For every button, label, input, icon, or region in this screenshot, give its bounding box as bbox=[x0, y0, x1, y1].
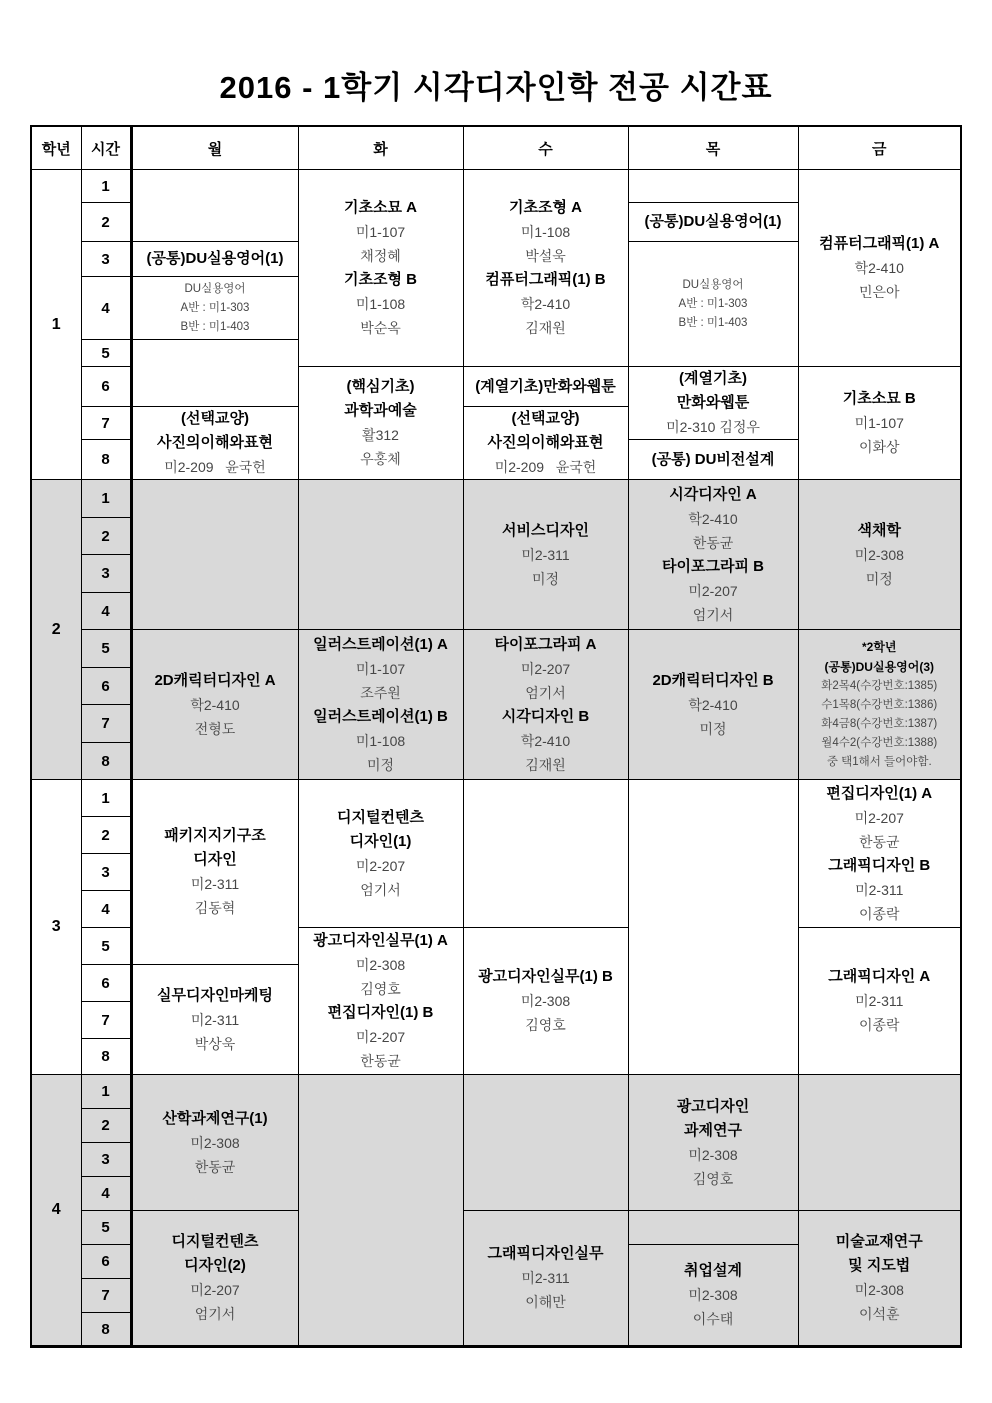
period-cell: 5 bbox=[81, 630, 131, 668]
col-header-wed: 수 bbox=[463, 126, 628, 170]
period-cell: 1 bbox=[81, 170, 131, 203]
text-line: 미정 bbox=[366, 756, 395, 773]
text-line: 학2-410 bbox=[688, 510, 738, 527]
text-line: 미1-107 bbox=[854, 415, 904, 431]
text-line: 미1-108 bbox=[355, 732, 406, 749]
text-line: 취업설계 bbox=[684, 1262, 742, 1279]
class-cell bbox=[463, 367, 628, 407]
class-cell bbox=[628, 1245, 798, 1347]
text-line: 미2-311 bbox=[190, 1011, 240, 1028]
period-cell: 5 bbox=[81, 928, 131, 965]
text-line: 월4수2(수강번호:1388) bbox=[821, 737, 938, 749]
period-cell: 6 bbox=[81, 367, 131, 407]
page-title: 2016 - 1학기 시각디자인학 전공 시간표 bbox=[219, 70, 773, 105]
text-line: 2D캐릭터디자인 A bbox=[154, 671, 276, 689]
text-line: 미2-308 bbox=[688, 1146, 738, 1163]
text-line: (공통)DU실용영어(1) bbox=[644, 213, 782, 230]
period-cell: 4 bbox=[81, 891, 131, 928]
text-line: 엄기서 bbox=[360, 881, 401, 898]
text-line: 민은아 bbox=[858, 284, 900, 300]
period-cell: 1 bbox=[81, 780, 131, 817]
text-line: 기초소묘 B bbox=[842, 390, 916, 407]
text-line: 과학과예술 bbox=[344, 402, 417, 419]
class-cell bbox=[628, 242, 798, 367]
text-line: 디자인(1) bbox=[349, 832, 412, 850]
text-line: 사진의이해와표현 bbox=[487, 434, 604, 451]
grade-cell: 4 bbox=[31, 1075, 81, 1347]
grade-cell: 1 bbox=[31, 170, 81, 480]
text-line: 그래픽디자인실무 bbox=[487, 1245, 604, 1262]
timetable-row bbox=[31, 780, 961, 817]
period-cell: 2 bbox=[81, 518, 131, 555]
class-cell bbox=[628, 203, 798, 242]
text-line: 한동균 bbox=[360, 1053, 401, 1069]
text-line: 2D캐릭터디자인 B bbox=[652, 671, 774, 689]
class-cell bbox=[628, 367, 798, 440]
class-cell bbox=[798, 1211, 961, 1347]
text-line: 미2-207 bbox=[355, 857, 406, 874]
text-line: 미2-310 김정우 bbox=[666, 419, 760, 435]
text-line: DU실용영어 bbox=[184, 282, 246, 295]
class-cell bbox=[298, 630, 463, 780]
class-cell bbox=[798, 630, 961, 780]
empty-cell bbox=[463, 780, 628, 928]
text-line: 미2-207 bbox=[688, 582, 738, 599]
col-header-tue: 화 bbox=[298, 126, 463, 170]
text-line: 컴퓨터그래픽(1) A bbox=[819, 235, 940, 252]
text-line: 미2-308 bbox=[190, 1134, 240, 1151]
text-line: 한동균 bbox=[858, 833, 900, 850]
text-line: 미2-308 bbox=[854, 1282, 904, 1298]
text-line: 기초조형 B bbox=[344, 271, 417, 288]
text-line: 이종락 bbox=[858, 1017, 900, 1033]
period-cell: 3 bbox=[81, 1143, 131, 1177]
class-cell bbox=[131, 1211, 298, 1347]
text-line: 미2-311 bbox=[521, 546, 570, 563]
period-cell: 8 bbox=[81, 440, 131, 480]
text-line: 일러스트레이션(1) B bbox=[313, 707, 448, 725]
class-cell bbox=[298, 780, 463, 928]
text-line: DU실용영어 bbox=[682, 278, 744, 291]
text-line: 디자인 bbox=[193, 851, 237, 868]
text-line: 이수태 bbox=[692, 1311, 734, 1327]
text-line: 그래픽디자인 A bbox=[828, 968, 931, 985]
text-line: (공통) DU비전설계 bbox=[651, 450, 775, 468]
text-line: 미2-209 윤국헌 bbox=[494, 459, 597, 475]
empty-cell bbox=[628, 1211, 798, 1245]
empty-cell bbox=[463, 1075, 628, 1211]
class-cell bbox=[131, 242, 298, 277]
text-line: 전형도 bbox=[194, 720, 236, 737]
class-cell bbox=[463, 928, 628, 1075]
text-line: 미2-207 bbox=[355, 1029, 406, 1045]
text-line: 그래픽디자인 B bbox=[828, 856, 931, 874]
text-line: 미2-311 bbox=[190, 876, 240, 892]
col-header-grade: 학년 bbox=[31, 126, 81, 170]
text-line: 중 택1해서 들어야함. bbox=[826, 756, 932, 768]
text-line: 및 지도법 bbox=[848, 1257, 911, 1274]
class-cell bbox=[628, 440, 798, 480]
text-line: 실무디자인마케팅 bbox=[157, 986, 273, 1004]
text-line: 이석훈 bbox=[858, 1306, 900, 1322]
class-cell bbox=[298, 367, 463, 480]
period-cell: 2 bbox=[81, 817, 131, 854]
text-line: 미2-311 bbox=[855, 993, 904, 1009]
text-line: 이화상 bbox=[858, 439, 900, 455]
col-header-fri: 금 bbox=[798, 126, 961, 170]
period-cell: 7 bbox=[81, 407, 131, 440]
class-cell bbox=[131, 1075, 298, 1211]
period-cell: 4 bbox=[81, 593, 131, 630]
text-line: 미술교재연구 bbox=[835, 1233, 923, 1250]
class-cell bbox=[798, 367, 961, 480]
text-line: 김영호 bbox=[360, 981, 401, 997]
text-line: 학2-410 bbox=[520, 732, 571, 749]
text-line: 미2-308 bbox=[520, 993, 571, 1009]
text-line: 광고디자인 bbox=[676, 1097, 750, 1115]
text-line: 김동혁 bbox=[194, 900, 236, 916]
class-cell bbox=[131, 965, 298, 1075]
text-line: 미1-107 bbox=[355, 660, 406, 677]
empty-cell bbox=[131, 340, 298, 407]
text-line: 과제연구 bbox=[684, 1121, 742, 1139]
text-line: 시각디자인 A bbox=[669, 485, 757, 503]
text-line: 기초소묘 A bbox=[344, 199, 417, 216]
period-cell: 8 bbox=[81, 1313, 131, 1347]
text-line: 수1목8(수강번호:1386) bbox=[821, 699, 938, 711]
text-line: (계열기초)만화와웹툰 bbox=[475, 377, 616, 395]
class-cell bbox=[463, 170, 628, 367]
class-cell bbox=[798, 780, 961, 928]
text-line: 김영호 bbox=[692, 1170, 734, 1187]
text-line: 타이포그라피 B bbox=[662, 557, 764, 575]
period-cell: 2 bbox=[81, 1109, 131, 1143]
text-line: 기초조형 A bbox=[509, 199, 582, 216]
period-cell: 3 bbox=[81, 242, 131, 277]
period-cell: 3 bbox=[81, 854, 131, 891]
text-line: 화2목4(수강번호:1385) bbox=[821, 680, 938, 692]
timetable-row bbox=[31, 170, 961, 203]
text-line: 김영호 bbox=[525, 1017, 566, 1033]
class-cell bbox=[798, 480, 961, 630]
class-cell bbox=[798, 170, 961, 367]
period-cell: 1 bbox=[81, 1075, 131, 1109]
text-line: A반 : 미1-303 bbox=[678, 297, 748, 310]
text-line: B반 : 미1-403 bbox=[180, 320, 250, 333]
period-cell: 2 bbox=[81, 203, 131, 242]
class-cell bbox=[628, 480, 798, 630]
text-line: B반 : 미1-403 bbox=[678, 316, 748, 329]
period-cell: 7 bbox=[81, 705, 131, 743]
text-line: 만화와웹툰 bbox=[676, 394, 750, 411]
class-cell bbox=[131, 277, 298, 340]
text-line: 한동균 bbox=[692, 534, 734, 551]
empty-cell bbox=[298, 1075, 463, 1347]
grade-cell: 3 bbox=[31, 780, 81, 1075]
text-line: (계열기초) bbox=[679, 370, 747, 387]
period-cell: 3 bbox=[81, 555, 131, 593]
text-line: (공통)DU실용영어(3) bbox=[824, 660, 935, 674]
class-cell bbox=[628, 630, 798, 780]
period-cell: 4 bbox=[81, 277, 131, 340]
period-cell: 1 bbox=[81, 480, 131, 518]
text-line: A반 : 미1-303 bbox=[180, 301, 250, 314]
text-line: 미2-311 bbox=[855, 881, 904, 898]
text-line: 사진의이해와표현 bbox=[157, 434, 273, 451]
empty-cell bbox=[298, 480, 463, 630]
text-line: 일러스트레이션(1) A bbox=[313, 635, 448, 653]
timetable-row bbox=[31, 1211, 961, 1245]
text-line: 색채학 bbox=[857, 521, 901, 539]
text-line: 엄기서 bbox=[525, 684, 566, 701]
period-cell: 4 bbox=[81, 1177, 131, 1211]
period-cell: 6 bbox=[81, 1245, 131, 1279]
period-cell: 8 bbox=[81, 743, 131, 780]
text-line: 한동균 bbox=[194, 1158, 236, 1175]
text-line: 박상욱 bbox=[194, 1035, 236, 1052]
text-line: 미2-207 bbox=[190, 1282, 240, 1298]
timetable-row bbox=[31, 1075, 961, 1109]
text-line: 학2-410 bbox=[688, 696, 738, 713]
timetable-row bbox=[31, 480, 961, 518]
grade-cell: 2 bbox=[31, 480, 81, 780]
col-header-time: 시간 bbox=[81, 126, 131, 170]
class-cell bbox=[463, 407, 628, 480]
text-line: 미2-311 bbox=[521, 1270, 570, 1286]
text-line: 광고디자인실무(1) B bbox=[478, 968, 613, 985]
period-cell: 6 bbox=[81, 668, 131, 705]
header-row bbox=[31, 126, 961, 170]
text-line: 엄기서 bbox=[692, 606, 734, 623]
text-line: 미정 bbox=[865, 570, 893, 587]
col-header-mon: 월 bbox=[131, 126, 298, 170]
text-line: 이해만 bbox=[525, 1294, 566, 1310]
text-line: 광고디자인실무(1) A bbox=[313, 932, 448, 949]
text-line: 미2-209 윤국헌 bbox=[164, 459, 266, 475]
period-cell: 6 bbox=[81, 965, 131, 1002]
text-line: 산학과제연구(1) bbox=[162, 1109, 268, 1127]
text-line: 편집디자인(1) B bbox=[327, 1004, 434, 1021]
text-line: (선택교양) bbox=[181, 410, 249, 427]
text-line: 디지털컨텐츠 bbox=[171, 1233, 259, 1250]
class-cell bbox=[131, 630, 298, 780]
text-line: 디지털컨텐츠 bbox=[337, 808, 424, 826]
text-line: 박순옥 bbox=[360, 320, 401, 336]
timetable bbox=[30, 125, 962, 1348]
class-cell bbox=[131, 780, 298, 965]
text-line: 패키지지기구조 bbox=[164, 827, 266, 844]
text-line: 미2-308 bbox=[688, 1287, 738, 1303]
text-line: 편집디자인(1) A bbox=[826, 784, 933, 802]
period-cell: 8 bbox=[81, 1039, 131, 1075]
text-line: 미2-308 bbox=[355, 957, 406, 973]
class-cell bbox=[298, 928, 463, 1075]
timetable-row bbox=[31, 630, 961, 668]
text-line: 미1-108 bbox=[520, 224, 571, 240]
text-line: 화4금8(수강번호:1387) bbox=[821, 718, 938, 730]
period-cell: 7 bbox=[81, 1002, 131, 1039]
empty-cell bbox=[628, 170, 798, 203]
text-line: 학2-410 bbox=[520, 296, 571, 312]
class-cell bbox=[298, 170, 463, 367]
text-line: 엄기서 bbox=[194, 1306, 236, 1322]
text-line: (핵심기초) bbox=[346, 378, 415, 395]
text-line: 디자인(2) bbox=[184, 1257, 246, 1274]
text-line: 학2-410 bbox=[190, 696, 240, 713]
text-line: *2학년 bbox=[861, 640, 897, 654]
period-cell: 5 bbox=[81, 1211, 131, 1245]
empty-cell bbox=[798, 1075, 961, 1211]
class-cell bbox=[628, 1075, 798, 1211]
text-line: 시각디자인 B bbox=[501, 707, 590, 725]
text-line: 김재원 bbox=[525, 756, 566, 773]
empty-cell bbox=[628, 780, 798, 1075]
text-line: 미정 bbox=[699, 720, 727, 737]
empty-cell bbox=[131, 480, 298, 630]
text-line: (선택교양) bbox=[511, 410, 580, 427]
text-line: 우홍체 bbox=[360, 451, 401, 467]
text-line: 박설욱 bbox=[525, 248, 566, 264]
class-cell bbox=[131, 407, 298, 480]
class-cell bbox=[463, 630, 628, 780]
text-line: 조주원 bbox=[360, 684, 401, 701]
text-line: 미정 bbox=[531, 570, 560, 587]
text-line: 미2-308 bbox=[854, 546, 904, 563]
period-cell: 5 bbox=[81, 340, 131, 367]
text-line: 미2-207 bbox=[520, 660, 571, 677]
text-line: 타이포그라피 A bbox=[494, 635, 597, 653]
text-line: 학2-410 bbox=[854, 260, 904, 276]
class-cell bbox=[798, 928, 961, 1075]
text-line: 김재원 bbox=[525, 320, 566, 336]
class-cell bbox=[463, 1211, 628, 1347]
period-cell: 7 bbox=[81, 1279, 131, 1313]
text-line: (공통)DU실용영어(1) bbox=[146, 250, 284, 267]
text-line: 활312 bbox=[362, 427, 399, 443]
text-line: 미1-108 bbox=[355, 296, 406, 312]
text-line: 미1-107 bbox=[355, 224, 406, 240]
text-line: 미2-207 bbox=[854, 809, 904, 826]
empty-cell bbox=[131, 170, 298, 242]
text-line: 이종락 bbox=[858, 905, 900, 922]
col-header-thu: 목 bbox=[628, 126, 798, 170]
class-cell bbox=[463, 480, 628, 630]
text-line: 서비스디자인 bbox=[502, 521, 589, 539]
text-line: 채정혜 bbox=[360, 248, 401, 264]
text-line: 컴퓨터그래픽(1) B bbox=[485, 271, 606, 288]
